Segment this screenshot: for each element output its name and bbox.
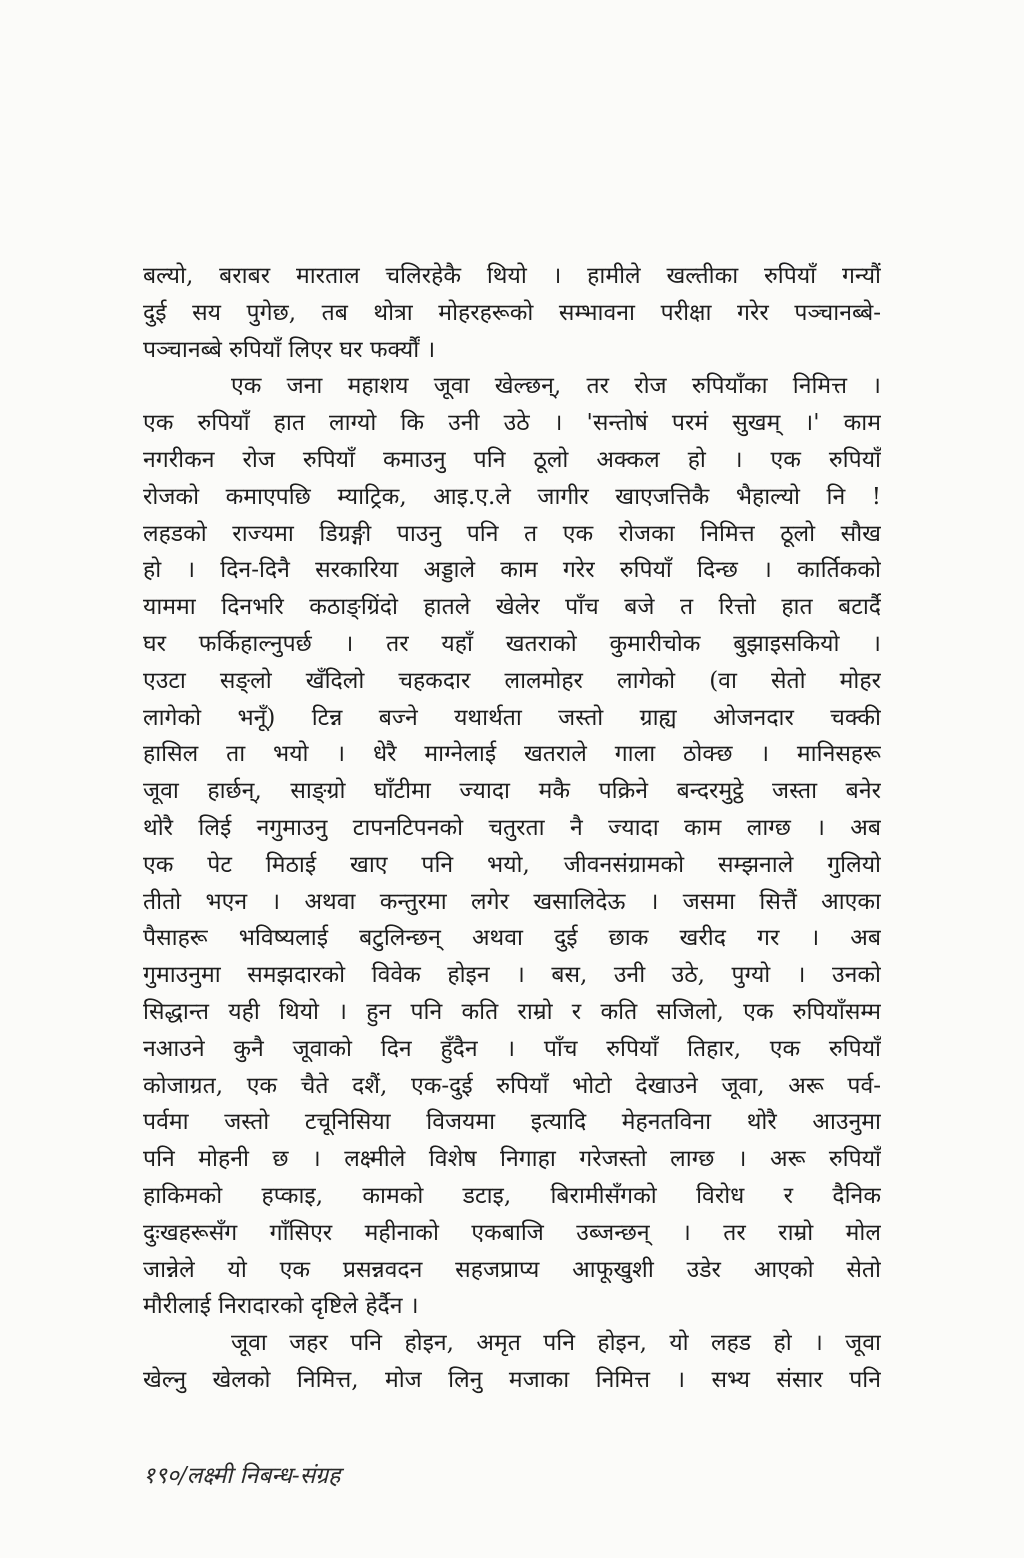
text-line: एक पेट मिठाई खाए पनि भयो, जीवनसंग्रामको सम्झनाले गुलियो: [143, 851, 881, 878]
text-line: सिद्धान्त यही थियो । हुन पनि कति राम्रो र कति सजिलो, एक रुपियाँसम्म: [143, 998, 881, 1025]
text-line: दुःखहरूसँग गाँसिएर महीनाको एकबाजि उब्जन्छन् । तर राम्रो मोल: [143, 1219, 881, 1246]
text-line: जूवा हार्छन्, साङ्ग्रो घाँटीमा ज्यादा मकै पक्रिने बन्दरमुट्ठे जस्ता बनेर: [143, 778, 881, 805]
text-line: हासिल ता भयो । धेरै माग्नेलाई खतराले गाला ठोक्छ । मानिसहरू: [143, 741, 881, 768]
body-text: [143, 258, 881, 1399]
text-line: पनि मोहनी छ । लक्ष्मीले विशेष निगाहा गरेजस्तो लाग्छ । अरू रुपियाँ: [143, 1146, 881, 1173]
text-line: नगरीकन रोज रुपियाँ कमाउनु पनि ठूलो अक्कल हो । एक रुपियाँ: [143, 446, 881, 473]
text-line: हो । दिन-दिनै सरकारिया अड्डाले काम गरेर रुपियाँ दिन्छ । कार्तिकको: [143, 557, 881, 584]
text-line: एक जना महाशय जूवा खेल्छन्, तर रोज रुपियाँका निमित्त ।: [231, 373, 881, 400]
text-line: थोरै लिई नगुमाउनु टापनटिपनको चतुरता नै ज्यादा काम लाग्छ । अब: [143, 814, 881, 841]
text-line: घर फर्किहाल्नुपर्छ । तर यहाँ खतराको कुमारीचोक बुझाइसकियो ।: [143, 630, 881, 657]
text-line: लागेको भनूँ) टिन्न बज्ने यथार्थता जस्तो ग्राह्य ओजनदार चक्की: [143, 704, 881, 731]
text-line: याममा दिनभरि कठाङ्ग्रिंदो हातले खेलेर पाँच बजे त रित्तो हात बटार्दै: [143, 594, 881, 621]
text-line: बल्यो, बराबर मारताल चलिरहेकै थियो । हामीले खल्तीका रुपियाँ गन्यौं: [143, 263, 881, 289]
text-line: एउटा सङ्लो खँदिलो चहकदार लालमोहर लागेको (वा सेतो मोहर: [143, 667, 881, 694]
text-line: तीतो भएन । अथवा कन्तुरमा लगेर खसालिदेऊ । जसमा सित्तैं आएका: [143, 888, 881, 915]
page-footer: १९०/लक्ष्मी निबन्ध-संग्रह: [143, 1463, 341, 1489]
text-line: जूवा जहर पनि होइन, अमृत पनि होइन, यो लहड हो । जूवा: [231, 1330, 881, 1357]
text-line: दुई सय पुगेछ, तब थोत्रा मोहरहरूको सम्भावना परीक्षा गरेर पञ्चानब्बे-: [143, 299, 881, 326]
text-line: कोजाग्रत, एक चैते दशैं, एक-दुई रुपियाँ भोटो देखाउने जूवा, अरू पर्व-: [143, 1072, 881, 1099]
text-line: नआउने कुनै जूवाको दिन हुँदैन । पाँच रुपियाँ तिहार, एक रुपियाँ: [143, 1035, 881, 1062]
text-line: पर्वमा जस्तो टचूनिसिया विजयमा इत्यादि मेहनतविना थोरै आउनुमा: [143, 1109, 881, 1136]
paragraph-continuation: [143, 258, 881, 368]
text-line: एक रुपियाँ हात लाग्यो कि उनी उठे । 'सन्तोषं परमं सुखम् ।' काम: [143, 410, 881, 437]
text-line: मौरीलाई निरादारको दृष्टिले हेर्दैन ।: [143, 1293, 419, 1320]
text-line: पैसाहरू भविष्यलाई बटुलिन्छन् अथवा दुई छाक खरीद गर । अब: [143, 925, 881, 952]
text-line: रोजको कमाएपछि म्याट्रिक, आइ.ए.ले जागीर खाएजत्तिकै भैहाल्यो नि !: [143, 483, 881, 510]
text-line: खेल्नु खेलको निमित्त, मोज लिनु मजाका निमित्त । सभ्य संसार पनि: [143, 1366, 881, 1393]
paragraph-gambler: [143, 368, 881, 1325]
text-line: हाकिमको हप्काइ, कामको डटाइ, बिरामीसँगको विरोध र दैनिक: [143, 1182, 881, 1209]
text-line: पञ्चानब्बे रुपियाँ लिएर घर फर्क्यौं ।: [143, 336, 436, 363]
text-line: लहडको राज्यमा डिग्रङ्गी पाउनु पनि त एक रोजका निमित्त ठूलो सौख: [143, 520, 881, 547]
text-line: गुमाउनुमा समझदारको विवेक होइन । बस, उनी उठे, पुग्यो । उनको: [143, 962, 881, 989]
text-line: जान्नेले यो एक प्रसन्नवदन सहजप्राप्य आफूखुशी उडेर आएको सेतो: [143, 1256, 881, 1283]
paragraph-gambling-is-whim: [143, 1325, 881, 1399]
